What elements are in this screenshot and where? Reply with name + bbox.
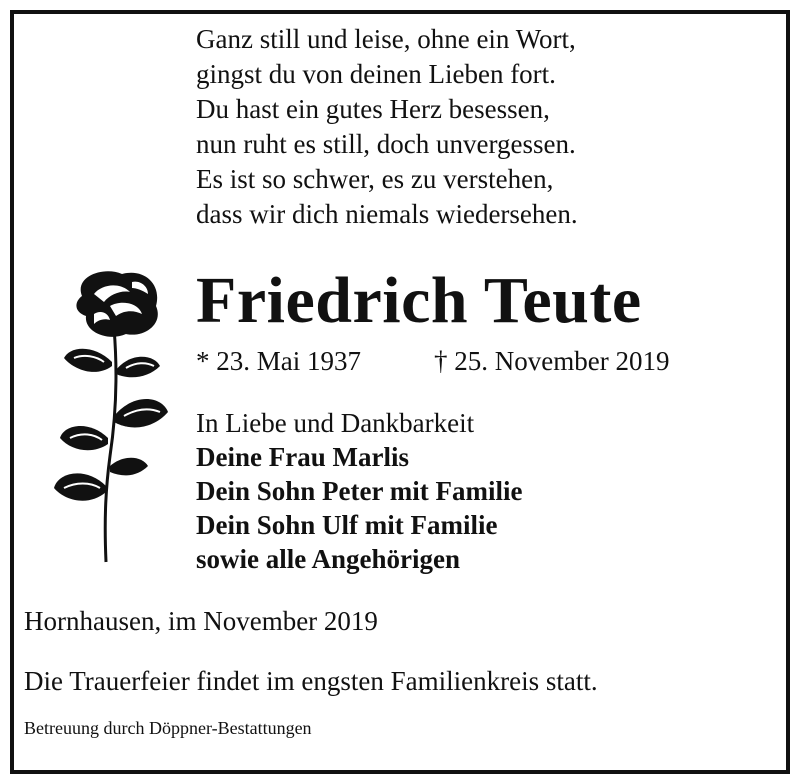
mourner-line: Dein Sohn Peter mit Familie	[196, 476, 523, 506]
mourner-line: sowie alle Angehörigen	[196, 544, 460, 574]
death-date: † 25. November 2019	[434, 346, 670, 376]
mourner-line: Deine Frau Marlis	[196, 442, 409, 472]
place-date: Hornhausen, im November 2019	[24, 606, 378, 636]
mourner-line: Dein Sohn Ulf mit Familie	[196, 510, 498, 540]
poem-line: Ganz still und leise, ohne ein Wort,	[196, 24, 576, 54]
rose-icon	[44, 266, 174, 566]
poem	[196, 22, 578, 232]
poem-line: nun ruht es still, doch unvergessen.	[196, 129, 576, 159]
deceased-name: Friedrich Teute	[196, 264, 642, 337]
care-note: Betreuung durch Döppner-Bestattungen	[24, 718, 312, 738]
poem-line: gingst du von deinen Lieben fort.	[196, 59, 556, 89]
mourners	[196, 406, 522, 576]
poem-line: dass wir dich niemals wiedersehen.	[196, 199, 578, 229]
poem-line: Du hast ein gutes Herz besessen,	[196, 94, 550, 124]
birth-date: * 23. Mai 1937	[196, 346, 361, 376]
mourners-intro: In Liebe und Dankbarkeit	[196, 408, 475, 438]
funeral-note: Die Trauerfeier findet im engsten Familienkreis statt.	[24, 666, 598, 696]
poem-line: Es ist so schwer, es zu verstehen,	[196, 164, 554, 194]
